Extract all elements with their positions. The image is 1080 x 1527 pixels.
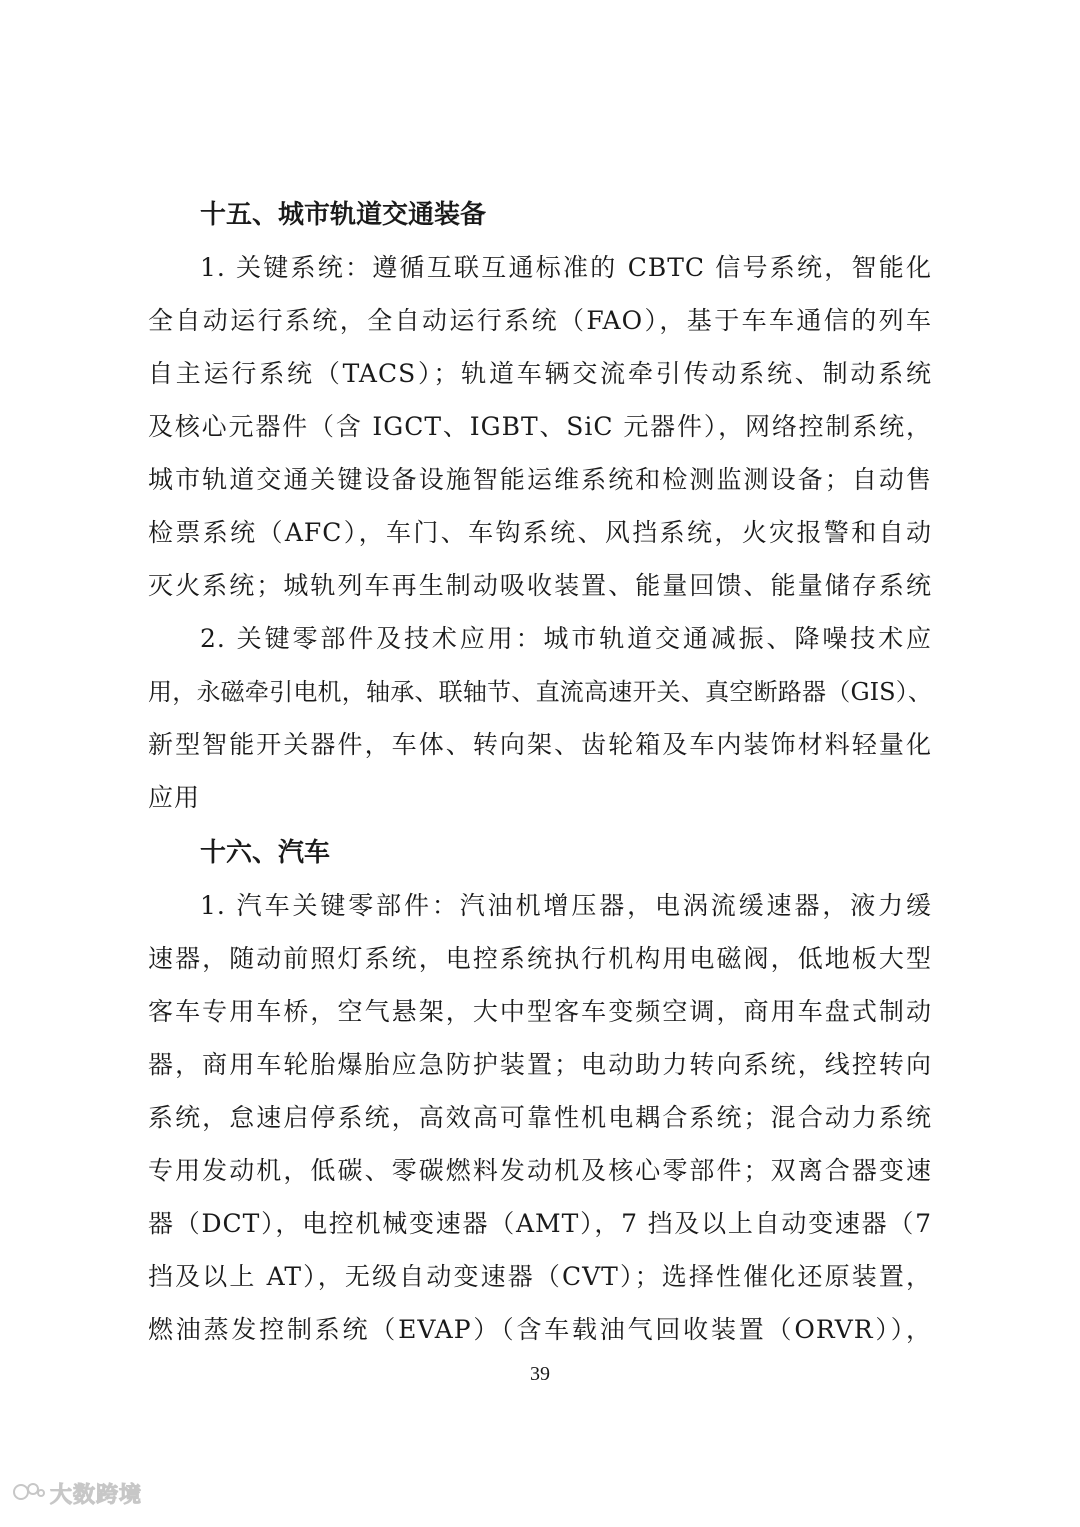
paragraph-line: 燃油蒸发控制系统（EVAP）（含车载油气回收装置（ORVR））， [148, 1315, 932, 1344]
paragraph-line: 检票系统（AFC），车门、车钩系统、风挡系统，火灾报警和自动 [148, 518, 932, 547]
paragraph-line: 客车专用车桥，空气悬架，大中型客车变频空调，商用车盘式制动 [148, 997, 932, 1026]
watermark [12, 1478, 142, 1509]
paragraph-line: 用，永磁牵引电机，轴承、联轴节、直流高速开关、真空断路器（GIS）、 [148, 678, 932, 706]
paragraph-line: 系统，怠速启停系统，高效高可靠性机电耦合系统；混合动力系统 [148, 1103, 932, 1132]
section-heading-16: 十六、汽车 [200, 838, 331, 868]
watermark-text: 大数跨境 [50, 1483, 143, 1508]
paragraph-line: 器，商用车轮胎爆胎应急防护装置；电动助力转向系统，线控转向 [148, 1050, 932, 1079]
paragraph-line: 应用 [148, 783, 201, 812]
paragraph-line: 专用发动机，低碳、零碳燃料发动机及核心零部件；双离合器变速 [148, 1156, 932, 1185]
paragraph-line: 自主运行系统（TACS）；轨道车辆交流牵引传动系统、制动系统 [148, 359, 932, 388]
brand-logo-icon [12, 1479, 46, 1509]
paragraph-line: 1. 汽车关键零部件：汽油机增压器，电涡流缓速器，液力缓 [200, 891, 932, 920]
paragraph-line: 器（DCT），电控机械变速器（AMT），7 挡及以上自动变速器（7 [148, 1209, 932, 1238]
paragraph-line: 城市轨道交通关键设备设施智能运维系统和检测监测设备；自动售 [148, 465, 932, 494]
paragraph-line: 全自动运行系统，全自动运行系统（FAO），基于车车通信的列车 [148, 306, 932, 335]
paragraph-line: 新型智能开关器件，车体、转向架、齿轮箱及车内装饰材料轻量化 [148, 730, 932, 759]
page-number: 39 [530, 1363, 550, 1385]
section-heading-15: 十五、城市轨道交通装备 [200, 200, 487, 230]
paragraph-line: 1. 关键系统：遵循互联互通标准的 CBTC 信号系统，智能化 [200, 253, 932, 282]
paragraph-line: 灭火系统；城轨列车再生制动吸收装置、能量回馈、能量储存系统 [148, 571, 932, 600]
paragraph-line: 及核心元器件（含 IGCT、IGBT、SiC 元器件），网络控制系统， [148, 412, 932, 441]
paragraph-line: 速器，随动前照灯系统，电控系统执行机构用电磁阀，低地板大型 [148, 944, 932, 973]
paragraph-line: 2. 关键零部件及技术应用：城市轨道交通减振、降噪技术应 [200, 624, 932, 653]
paragraph-line: 挡及以上 AT），无级自动变速器（CVT）；选择性催化还原装置， [148, 1262, 932, 1291]
